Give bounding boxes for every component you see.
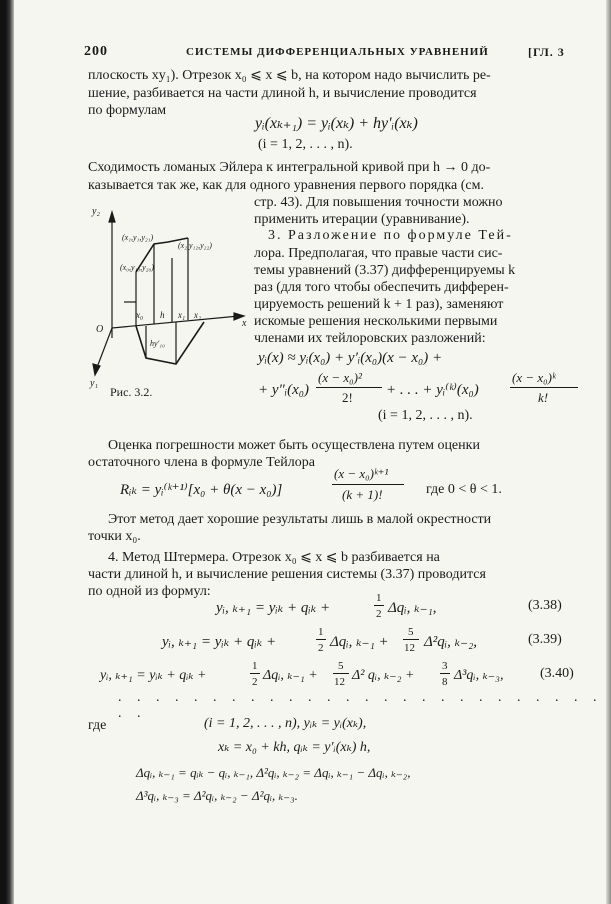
taylor-line-1: yᵢ(x) ≈ yᵢ(x₀) + y′ᵢ(x₀)(x − x₀) + (258, 350, 443, 366)
text-line: по одной из формул: (88, 584, 211, 599)
text-line: плоскость xy₁). Отрезок x₀ ⩽ x ⩽ b, на котором надо вычислить ре- (88, 68, 491, 83)
eq-3-39-lhs: yᵢ, ₖ₊₁ = yᵢₖ + qᵢₖ + (162, 634, 277, 650)
frac-den: 12 (334, 676, 345, 688)
label-p0: (x₀,y₁₀,y₂₀) (120, 263, 154, 272)
label-x0: x₀ (136, 310, 144, 320)
remainder-where: где 0 < θ < 1. (426, 482, 502, 497)
frac-num: 5 (338, 660, 344, 672)
y1-arrow-icon (93, 364, 100, 375)
eq-3-39-mid: Δqᵢ, ₖ₋₁ + (330, 634, 389, 650)
where-line-2: xₖ = x₀ + kh, qᵢₖ = y′ᵢ(xₖ) h, (218, 740, 371, 755)
text-line: раз (для того чтобы обеспечить дифферен- (254, 280, 509, 295)
label-x2: x₂ (194, 310, 202, 320)
figure-caption: Рис. 3.2. (110, 385, 153, 398)
figure-3-2 (84, 198, 254, 398)
eq-3-40-rest: Δ³qᵢ, ₖ₋₃, (454, 668, 504, 683)
remainder-frac-num: (x − x₀)ᵏ⁺¹ (334, 466, 389, 481)
label-origin: O (96, 324, 104, 335)
label-x: x (242, 318, 247, 329)
where-line-1: (i = 1, 2, . . . , n), yᵢₖ = yᵢ(xₖ), (204, 716, 367, 731)
equation-number: (3.38) (528, 598, 562, 613)
remainder-frac-den: (k + 1)! (342, 487, 383, 502)
text-line: точки x₀. (88, 529, 141, 544)
label-p2: (x₂,y₁₂,y₂₂) (178, 241, 212, 250)
text-line: стр. 43). Для повышения точности можно (254, 195, 503, 210)
section-4-heading: 4. Метод Штермера. Отрезок x₀ ⩽ x ⩽ b разбивается на (108, 550, 440, 565)
running-title: СИСТЕМЫ ДИФФЕРЕНЦИАЛЬНЫХ УРАВНЕНИЙ (186, 46, 489, 58)
frac1-den: 2! (342, 390, 353, 405)
frac1-num: (x − x₀)² (318, 370, 362, 385)
dotted-separator: . . . . . . . . . . . . . . . . . . . . . . . . . . . . (118, 690, 603, 721)
frac-num: 5 (408, 626, 414, 638)
scan-binding-shadow (0, 0, 14, 904)
where-line-3: Δqᵢ, ₖ₋₁ = qᵢₖ − qᵢ, ₖ₋₁, Δ²qᵢ, ₖ₋₂ = Δqᵢ, ₖ₋₁ − Δqᵢ, ₖ₋₂, (136, 765, 411, 780)
text-line: казывается так же, как для одного уравнения первого порядка (см. (88, 178, 484, 193)
eq-3-39-rest: Δ²qᵢ, ₖ₋₂, (424, 634, 478, 650)
y2-arrow-icon (109, 212, 115, 222)
fraction-bar (316, 387, 382, 388)
fraction-bar (510, 387, 578, 388)
remainder-lhs: Rᵢₖ = yᵢ⁽ᵏ⁺¹⁾[x₀ + θ(x − x₀)] (120, 482, 283, 498)
label-y1: y₁ (90, 378, 98, 389)
where-label: где (88, 718, 107, 733)
text-line: по формулам (88, 103, 167, 118)
frac-den: 2 (252, 676, 258, 688)
text-line: Этот метод дает хорошие результаты лишь в малой окрестности (108, 512, 492, 527)
taylor-range: (i = 1, 2, . . . , n). (378, 408, 473, 423)
equation-number: (3.40) (540, 666, 574, 681)
text-line: шение, разбивается на части длиной h, и вычисление проводится (88, 86, 477, 101)
frac-num: 1 (318, 626, 324, 638)
frac-den: 2 (318, 642, 324, 654)
frac2-num: (x − x₀)ᵏ (512, 370, 556, 385)
euler-formula-range: (i = 1, 2, . . . , n). (258, 137, 353, 152)
frac-num: 1 (252, 660, 258, 672)
equation-number: (3.39) (528, 632, 562, 647)
label-hy: hy′₁₀ (150, 339, 165, 348)
taylor-line-2a: + y″ᵢ(x₀) (258, 382, 310, 398)
text-line: членами их тейлоровских разложений: (254, 331, 486, 346)
text-line: Оценка погрешности может быть осуществлена путем оценки (108, 438, 480, 453)
fraction-bar (332, 484, 404, 485)
label-x1: x₁ (178, 310, 186, 320)
where-line-4: Δ³qᵢ, ₖ₋₃ = Δ²qᵢ, ₖ₋₂ − Δ²qᵢ, ₖ₋₃. (136, 788, 298, 803)
eq-3-40-lhs: yᵢ, ₖ₊₁ = yᵢₖ + qᵢₖ + (100, 668, 207, 683)
euler-formula: yᵢ(xₖ₊₁) = yᵢ(xₖ) + hy′ᵢ(xₖ) (255, 115, 418, 132)
text-line: остаточного члена в формуле Тейлора (88, 455, 315, 470)
taylor-line-2b: + . . . + yᵢ⁽ᵏ⁾(x₀) (386, 382, 479, 398)
section-3-heading: 3. Разложение по формуле Тей- (268, 228, 513, 243)
text-line: лора. Предполагая, что правые части сис- (254, 246, 503, 261)
frac-num: 3 (442, 660, 448, 672)
page-number: 200 (84, 44, 108, 59)
text-line: темы уравнений (3.37) дифференцируемы k (254, 263, 516, 278)
label-y2: y₂ (92, 206, 100, 217)
label-h: h (160, 310, 165, 320)
text-line: применить итерации (уравнивание). (254, 212, 470, 227)
eq-3-40-mid: Δqᵢ, ₖ₋₁ + (263, 668, 318, 683)
text-line: искомые решения несколькими первыми (254, 314, 498, 329)
eq-3-40-mid2: Δ² qᵢ, ₖ₋₂ + (352, 668, 415, 683)
eq-3-38-lhs: yᵢ, ₖ₊₁ = yᵢₖ + qᵢₖ + (216, 600, 331, 616)
frac-den: 12 (404, 642, 415, 654)
scan-right-edge (606, 0, 611, 904)
text-line: Сходимость ломаных Эйлера к интегральной кривой при h → 0 до- (88, 160, 491, 175)
frac-den: 8 (442, 676, 448, 688)
eq-3-38-rest: Δqᵢ, ₖ₋₁, (388, 600, 437, 616)
chapter-label: [ГЛ. 3 (528, 45, 565, 59)
frac2-den: k! (538, 390, 549, 405)
frac-num: 1 (376, 592, 382, 604)
frac-den: 2 (376, 608, 382, 620)
text-line: части длиной h, и вычисление решения системы (3.37) проводится (88, 567, 486, 582)
text-line: цируемость решений k + 1 раз), заменяют (254, 297, 504, 312)
label-p1: (x₁,y₁,y₂₁) (122, 233, 154, 242)
